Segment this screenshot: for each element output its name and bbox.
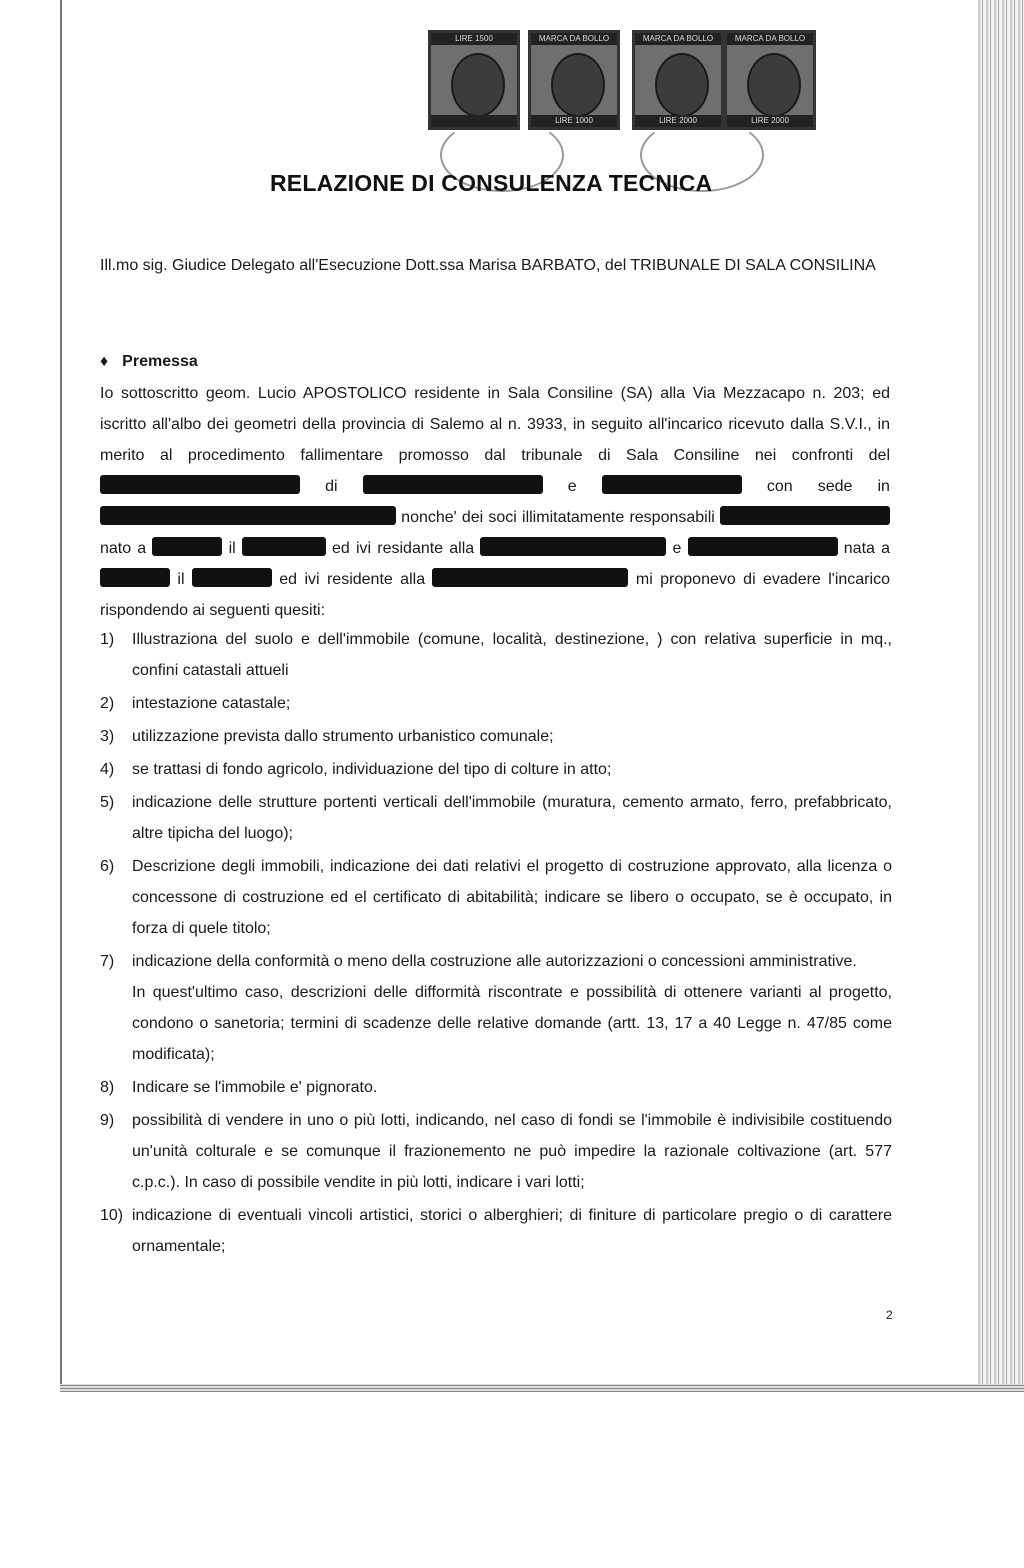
redaction-bar bbox=[100, 475, 300, 494]
paragraph-text: Io sottoscritto geom. Lucio APOSTOLICO residente in Sala Consiline (SA) alla Via Mezzacapo n. 203; ed iscritto all'albo dei geometri della provincia di Salemo al n. 3933, in seguito all'incarico ricevuto dalla S.V.I., in merito al procedimento fallimentare promosso dal tribunale di Sala Consiline nei confronti del bbox=[100, 385, 890, 464]
scan-right-edge bbox=[978, 0, 1024, 1390]
stamp-top-text: MARCA DA BOLLO bbox=[531, 33, 617, 45]
document-title: RELAZIONE DI CONSULENZA TECNICA bbox=[270, 170, 713, 196]
redaction-bar bbox=[602, 475, 742, 494]
list-item-number: 6) bbox=[100, 858, 115, 875]
section-heading-label: Premessa bbox=[122, 353, 198, 370]
addressee: Ill.mo sig. Giudice Delegato all'Esecuzione Dott.ssa Marisa BARBATO, del TRIBUNALE DI SALA CONSILINA bbox=[100, 257, 876, 274]
list-item-text: indicazione della conformità o meno della costruzione alle autorizzazioni o concessioni amministrative. bbox=[132, 953, 857, 970]
list-item-number: 2) bbox=[100, 695, 115, 712]
redaction-bar bbox=[480, 537, 666, 556]
paragraph-text: e bbox=[567, 478, 577, 495]
list-item-number: 9) bbox=[100, 1112, 115, 1129]
scan-left-edge bbox=[60, 0, 62, 1390]
list-item-text: indicazione delle strutture portenti verticali dell'immobile (muratura, cemento armato, ferro, prefabbricato, altre tipicha del luogo); bbox=[132, 794, 892, 842]
list-item-number: 8) bbox=[100, 1079, 115, 1096]
stamp-bottom-text: LIRE 1000 bbox=[531, 115, 617, 127]
list-item-number: 4) bbox=[100, 761, 115, 778]
list-item bbox=[100, 624, 892, 686]
list-item bbox=[100, 1200, 892, 1262]
premessa-paragraph bbox=[100, 378, 890, 626]
quesiti-list bbox=[100, 624, 892, 1264]
list-item bbox=[100, 1105, 892, 1198]
paragraph-text: ed ivi residante alla bbox=[332, 540, 475, 557]
paragraph-text: nato a bbox=[100, 540, 147, 557]
stamp-bottom-text: LIRE 2000 bbox=[727, 115, 813, 127]
redaction-bar bbox=[100, 506, 396, 525]
paragraph-text: con sede in bbox=[766, 478, 890, 495]
revenue-stamp bbox=[632, 30, 724, 130]
list-item-number: 5) bbox=[100, 794, 115, 811]
diamond-bullet-icon: ♦ bbox=[100, 353, 109, 370]
list-item bbox=[100, 946, 892, 1070]
paragraph-text: nonche' dei soci illimitatamente responsabili bbox=[401, 509, 715, 526]
stamp-bottom-text: LIRE 2000 bbox=[635, 115, 721, 127]
stamp-portrait-icon bbox=[655, 53, 709, 117]
paragraph-text: nata a bbox=[843, 540, 890, 557]
list-item bbox=[100, 1072, 892, 1103]
list-item bbox=[100, 688, 892, 719]
stamp-top-text: MARCA DA BOLLO bbox=[727, 33, 813, 45]
list-item-text: possibilità di vendere in uno o più lotti, indicando, nel caso di fondi se l'immobile è indivisibile costituendo un'unità colturale e se comunque il frazionemento ne può impedire la razionale coltivazione (art. 577 c.p.c.). In caso di possibile vendite in più lotti, indicare i vari lotti; bbox=[132, 1112, 892, 1191]
list-item-text: Descrizione degli immobili, indicazione dei dati relativi el progetto di costruzione approvato, alla licenza o concessone di costruzione ed el certificato di abitabilità; indicare se libero o occupato, se è occupato, in forza di quele titolo; bbox=[132, 858, 892, 937]
paragraph-text: mi bbox=[635, 571, 653, 588]
redaction-bar bbox=[688, 537, 838, 556]
stamp-portrait-icon bbox=[551, 53, 605, 117]
paragraph-text: ed ivi residente alla bbox=[279, 571, 426, 588]
redaction-bar bbox=[363, 475, 543, 494]
list-item bbox=[100, 851, 892, 944]
list-item-number: 10) bbox=[100, 1207, 124, 1224]
list-item-number: 1) bbox=[100, 631, 115, 648]
list-item-text: Indicare se l'immobile e' pignorato. bbox=[132, 1079, 378, 1096]
section-heading-premessa bbox=[100, 346, 198, 377]
paragraph-text: proponevo di evadere l'incarico rispondendo ai seguenti quesiti: bbox=[100, 571, 890, 619]
list-item-text-continued: In quest'ultimo caso, descrizioni delle difformità riscontrate e possibilità di ottenere varianti al progetto, condono o sanetoria; termini di scadenze delle relative domande (artt. 13, 17 a 40 Legge n. 47/85 come modificata); bbox=[132, 984, 892, 1063]
paragraph-text: di bbox=[325, 478, 338, 495]
stamp-portrait-icon bbox=[451, 53, 505, 117]
redaction-bar bbox=[432, 568, 628, 587]
page-number: 2 bbox=[886, 1308, 893, 1322]
list-item-body bbox=[132, 946, 892, 1070]
redaction-bar bbox=[192, 568, 272, 587]
paragraph-text: il bbox=[177, 571, 185, 588]
list-item-number: 3) bbox=[100, 728, 115, 745]
redaction-bar bbox=[720, 506, 890, 525]
stamp-top-text: MARCA DA BOLLO bbox=[635, 33, 721, 45]
list-item-number: 7) bbox=[100, 953, 115, 970]
list-item-text: indicazione di eventuali vincoli artistici, storici o alberghieri; di finiture di particolare pregio o di carattere ornamentale; bbox=[132, 1207, 892, 1255]
revenue-stamp bbox=[528, 30, 620, 130]
scan-bottom-edge bbox=[60, 1384, 1024, 1392]
redaction-bar bbox=[242, 537, 326, 556]
revenue-stamp bbox=[724, 30, 816, 130]
list-item-text: se trattasi di fondo agricolo, individuazione del tipo di colture in atto; bbox=[132, 761, 612, 778]
redaction-bar bbox=[152, 537, 222, 556]
list-item-text: Illustraziona del suolo e dell'immobile (comune, località, destinezione, ) con relativa superficie in mq., confini catastali attueli bbox=[132, 631, 892, 679]
redaction-bar bbox=[100, 568, 170, 587]
revenue-stamp bbox=[428, 30, 520, 130]
list-item bbox=[100, 754, 892, 785]
list-item-text: utilizzazione prevista dallo strumento urbanistico comunale; bbox=[132, 728, 554, 745]
stamp-top-text: LIRE 1500 bbox=[431, 33, 517, 45]
paragraph-text: e bbox=[672, 540, 682, 557]
list-item bbox=[100, 787, 892, 849]
paragraph-text: il bbox=[228, 540, 236, 557]
stamp-portrait-icon bbox=[747, 53, 801, 117]
list-item bbox=[100, 721, 892, 752]
list-item-text: intestazione catastale; bbox=[132, 695, 291, 712]
